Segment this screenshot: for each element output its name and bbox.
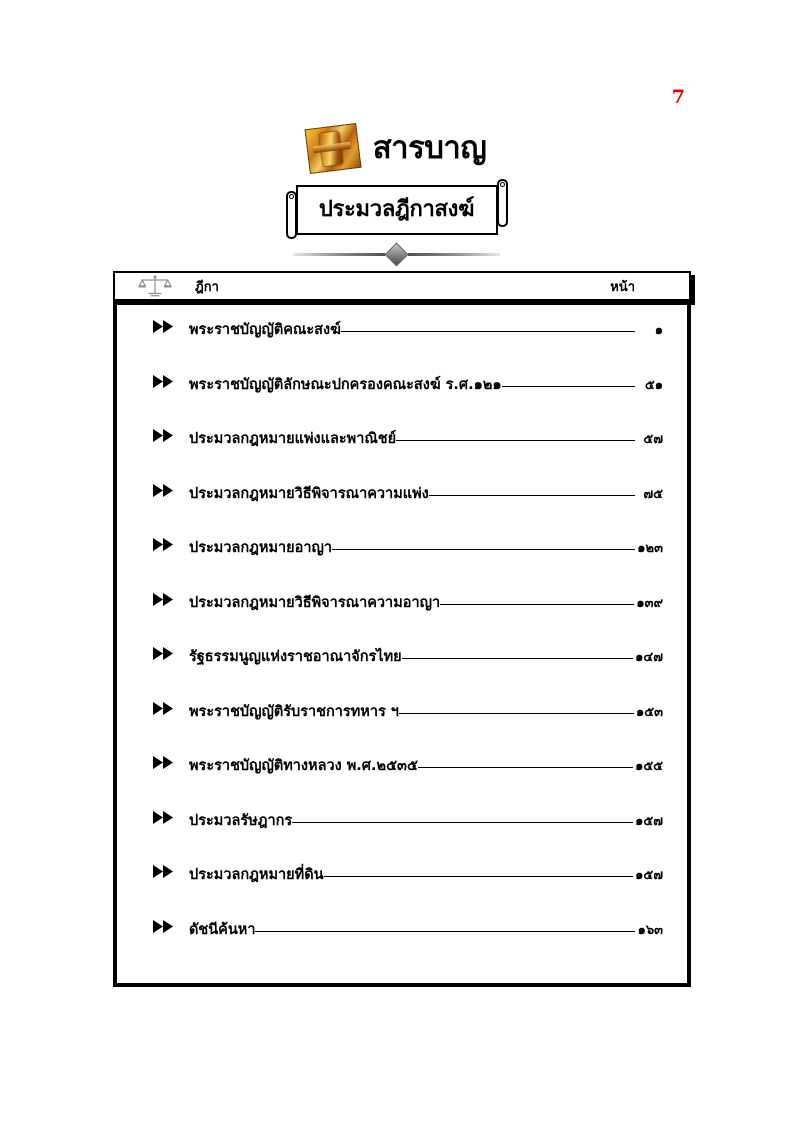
toc-item-label: รัฐธรรมนูญแห่งราชอาณาจักรไทย [189, 649, 402, 665]
toc-item-page: ๑๕๗ [635, 868, 663, 883]
toc-item-page: ๑๒๓ [637, 541, 663, 556]
toc-item-label: พระราชบัญญัติคณะสงฆ์ [189, 322, 341, 338]
toc-header-label-right: หน้า [610, 279, 635, 295]
toc-box [113, 301, 691, 987]
double-triangle-bullet-icon [153, 482, 175, 495]
toc-row[interactable] [153, 864, 663, 919]
divider [0, 246, 793, 263]
diamond-icon [384, 242, 408, 266]
double-triangle-bullet-icon [153, 645, 175, 658]
toc-item-label: พระราชบัญญัติรับราชการทหาร ฯ [189, 703, 399, 720]
double-triangle-bullet-icon [153, 318, 175, 331]
scroll-banner-body [296, 185, 498, 235]
banner-title: ประมวลฎีกาสงฆ์ [318, 196, 475, 222]
scales-of-justice-icon [137, 274, 173, 298]
toc-item-page: ๑๖๓ [637, 922, 663, 938]
double-triangle-bullet-icon [153, 863, 175, 876]
double-triangle-bullet-icon [153, 754, 175, 767]
toc-item-label: ประมวลกฎหมายแพ่งและพาณิชย์ [189, 431, 397, 447]
double-triangle-bullet-icon [153, 427, 175, 440]
toc-item-label: ประมวลรัษฎากร [189, 812, 293, 829]
divider-rule-left [293, 253, 385, 256]
toc-leader-line [255, 931, 635, 932]
toc-row[interactable] [153, 374, 663, 429]
toc-row[interactable] [153, 483, 663, 538]
toc-item-label: ดัชนีค้นหา [189, 921, 256, 938]
toc-leader-line [399, 713, 634, 714]
toc-leader-line [429, 495, 635, 496]
toc-item-page: ๑ [654, 323, 663, 338]
page-number: 7 [671, 86, 685, 108]
toc-leader-line [324, 876, 634, 877]
toc-row[interactable] [153, 919, 663, 974]
toc-row[interactable] [153, 646, 663, 701]
toc-item-page: ๑๔๗ [635, 650, 663, 665]
toc-leader-line [418, 767, 633, 768]
scroll-banner-shape [286, 185, 508, 237]
toc-item-page: ๗๕ [643, 486, 663, 502]
double-triangle-bullet-icon [153, 809, 175, 822]
toc-header-bar [113, 271, 691, 301]
toc-header-label-left: ฎีกา [195, 279, 219, 295]
toc-row[interactable] [153, 755, 663, 810]
toc-item-page: ๑๕๓ [636, 704, 663, 720]
toc-item-page: ๕๑ [644, 377, 663, 393]
toc-leader-line [502, 386, 635, 387]
gavel-icon [304, 123, 361, 174]
toc-item-label: พระราชบัญญัติลักษณะปกครองคณะสงฆ์ ร.ศ.๑๒๑ [189, 376, 502, 393]
double-triangle-bullet-icon [153, 918, 175, 931]
toc-row[interactable] [153, 319, 663, 374]
masthead [0, 126, 793, 171]
divider-rule-right [408, 253, 500, 256]
toc-item-label: ประมวลกฎหมายที่ดิน [189, 867, 324, 883]
toc-row[interactable] [153, 592, 663, 647]
toc-leader-line [292, 822, 633, 823]
toc-list [117, 319, 687, 973]
double-triangle-bullet-icon [153, 373, 175, 386]
toc-leader-line [440, 604, 634, 605]
toc-row[interactable] [153, 537, 663, 592]
double-triangle-bullet-icon [153, 591, 175, 604]
toc-row[interactable] [153, 810, 663, 865]
toc-leader-line [332, 549, 635, 550]
toc-item-label: ประมวลกฎหมายอาญา [189, 540, 332, 556]
toc-item-page: ๑๕๗ [635, 813, 663, 829]
toc-item-page: ๑๕๕ [635, 759, 663, 774]
double-triangle-bullet-icon [153, 700, 175, 713]
toc-item-label: พระราชบัญญัติทางหลวง พ.ศ.๒๕๓๕ [189, 758, 418, 774]
toc-leader-line [402, 658, 633, 659]
toc-leader-line [341, 331, 635, 332]
scroll-banner [0, 185, 793, 237]
double-triangle-bullet-icon [153, 536, 175, 549]
toc-item-page: ๑๓๙ [636, 595, 663, 611]
scroll-roll-right-icon [497, 179, 508, 227]
toc-row[interactable] [153, 701, 663, 756]
toc-item-label: ประมวลกฎหมายวิธีพิจารณาความอาญา [189, 594, 441, 611]
toc-item-label: ประมวลกฎหมายวิธีพิจารณาความแพ่ง [189, 485, 429, 502]
page-title: สารบาญ [372, 130, 487, 166]
toc-row[interactable] [153, 428, 663, 483]
toc-item-page: ๕๗ [643, 432, 663, 447]
toc-leader-line [396, 440, 635, 441]
